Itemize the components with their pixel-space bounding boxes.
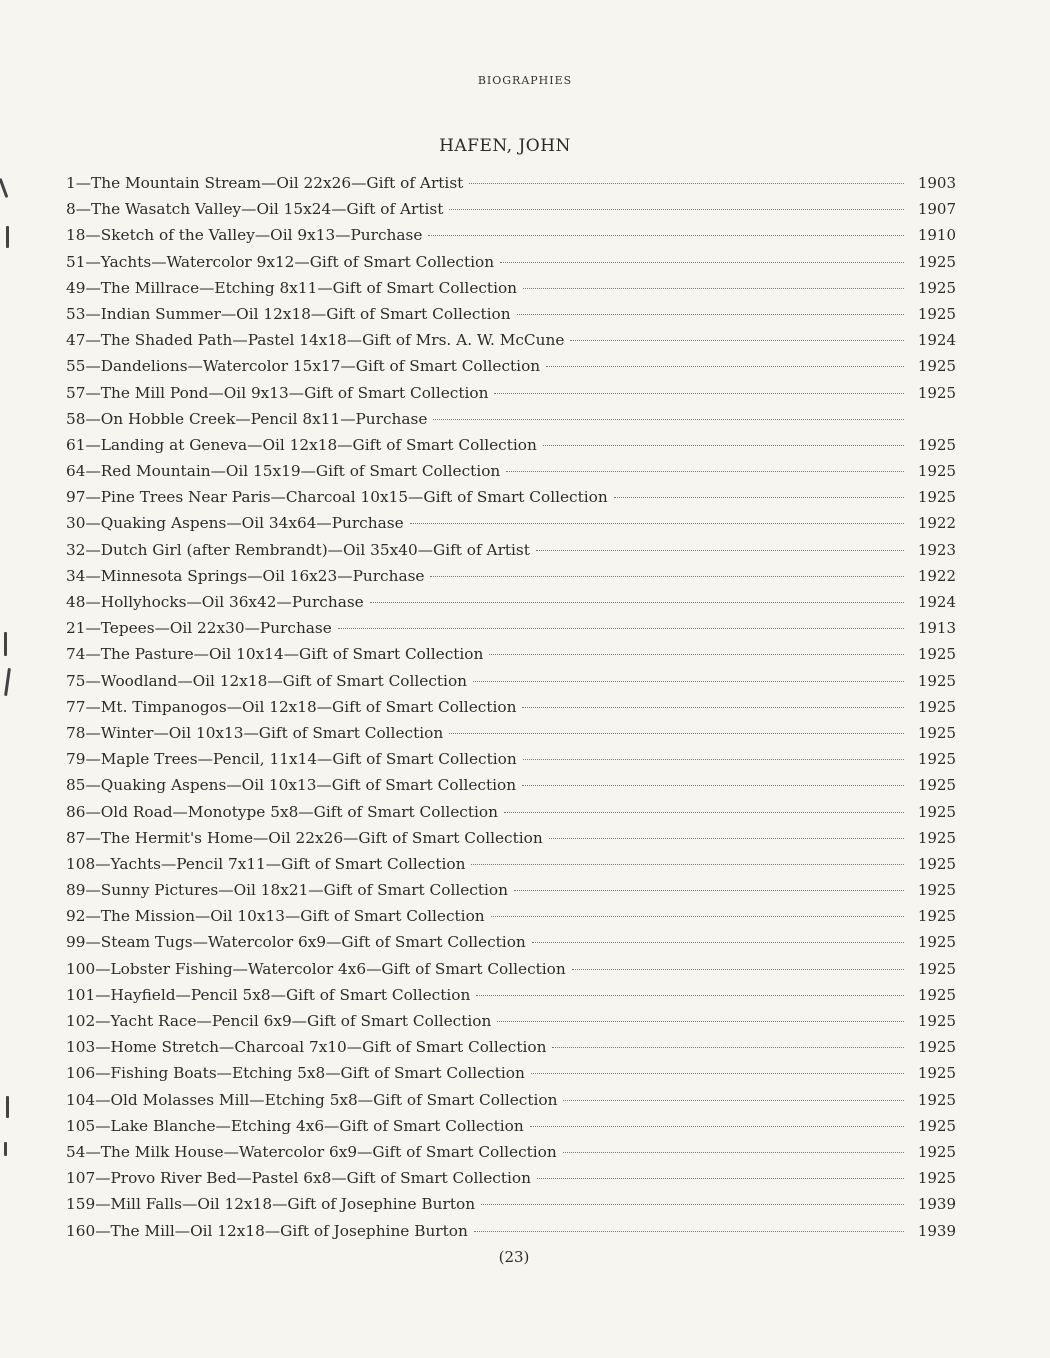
entry-year: 1925 xyxy=(917,645,956,664)
dot-leader xyxy=(523,759,904,760)
entry-year: 1903 xyxy=(917,174,956,192)
entry-description: 21—Tepees—Oil 22x30—Purchase xyxy=(66,619,332,638)
entry-description: 30—Quaking Aspens—Oil 34x64—Purchase xyxy=(66,514,404,533)
catalog-entry xyxy=(66,196,956,222)
entry-year: 1925 xyxy=(917,462,956,481)
catalog-entry xyxy=(66,615,956,641)
entry-description: 75—Woodland—Oil 12x18—Gift of Smart Collection xyxy=(66,671,468,690)
entry-year: 1907 xyxy=(917,200,956,219)
entry-description: 49—The Millrace—Etching 8x11—Gift of Smart Collection xyxy=(66,278,518,297)
catalog-entry xyxy=(66,825,956,851)
catalog-entry xyxy=(66,903,956,929)
entry-year: 1925 xyxy=(917,750,956,769)
entry-year: 1922 xyxy=(917,514,956,533)
entry-description: 87—The Hermit's Home—Oil 22x26—Gift of Smart Collection xyxy=(66,828,543,847)
dot-leader xyxy=(338,628,904,629)
entry-year: 1925 xyxy=(917,671,956,690)
entry-year: 1925 xyxy=(917,776,956,795)
entry-year: 1913 xyxy=(917,619,956,638)
entry-year: 1925 xyxy=(917,435,956,454)
entry-year: 1925 xyxy=(917,985,956,1004)
dot-leader xyxy=(572,969,904,970)
entry-description: 100—Lobster Fishing—Watercolor 4x6—Gift of Smart Collection xyxy=(66,959,566,978)
dot-leader xyxy=(430,576,903,577)
dot-leader xyxy=(410,523,904,524)
dot-leader xyxy=(469,183,903,184)
entry-description: 108—Yachts—Pencil 7x11—Gift of Smart Collection xyxy=(66,854,466,873)
catalog-entry xyxy=(66,510,956,536)
dot-leader xyxy=(491,916,904,917)
binding-mark xyxy=(4,1142,7,1156)
entry-year: 1925 xyxy=(917,1012,956,1030)
entry-year: 1925 xyxy=(917,1142,956,1161)
catalog-entry xyxy=(66,222,956,248)
dot-leader xyxy=(537,1178,904,1179)
dot-leader xyxy=(497,1021,903,1022)
dot-leader xyxy=(473,681,904,682)
catalog-entry xyxy=(66,851,956,877)
catalog-entry xyxy=(66,170,956,196)
catalog-entry xyxy=(66,249,956,275)
dot-leader xyxy=(449,209,903,210)
dot-leader xyxy=(481,1204,904,1205)
entry-year: 1925 xyxy=(917,278,956,297)
dot-leader xyxy=(476,995,904,996)
entry-year: 1925 xyxy=(917,383,956,402)
dot-leader xyxy=(500,262,904,263)
entry-description: 64—Red Mountain—Oil 15x19—Gift of Smart Collection xyxy=(66,462,501,481)
catalog-entry xyxy=(66,956,956,982)
entry-year: 1923 xyxy=(917,540,956,559)
dot-leader xyxy=(531,1073,904,1074)
catalog-entry xyxy=(66,301,956,327)
entry-description: 53—Indian Summer—Oil 12x18—Gift of Smart Collection xyxy=(66,304,511,323)
artist-heading: HAFEN, JOHN xyxy=(439,136,571,156)
catalog-entry xyxy=(66,563,956,589)
binding-mark xyxy=(6,226,9,248)
entry-description: 160—The Mill—Oil 12x18—Gift of Josephine Burton xyxy=(66,1221,468,1240)
dot-leader xyxy=(449,733,904,734)
catalog-entry xyxy=(66,982,956,1008)
page-number: (23) xyxy=(498,1248,530,1266)
dot-leader xyxy=(471,864,903,865)
entry-description: 85—Quaking Aspens—Oil 10x13—Gift of Smart Collection xyxy=(66,776,517,795)
dot-leader xyxy=(530,1126,904,1127)
catalog-entry xyxy=(66,1034,956,1060)
entry-description: 86—Old Road—Monotype 5x8—Gift of Smart Collection xyxy=(66,802,498,821)
catalog-entry xyxy=(66,353,956,379)
catalog-entry xyxy=(66,1113,956,1139)
dot-leader xyxy=(474,1231,904,1232)
dot-leader xyxy=(546,366,904,367)
entry-description: 47—The Shaded Path—Pastel 14x18—Gift of Mrs. A. W. McCune xyxy=(66,331,565,350)
dot-leader xyxy=(522,707,903,708)
entry-year: 1922 xyxy=(917,566,956,585)
entry-description: 34—Minnesota Springs—Oil 16x23—Purchase xyxy=(66,566,425,585)
entry-description: 99—Steam Tugs—Watercolor 6x9—Gift of Smart Collection xyxy=(66,933,526,952)
entry-year: 1939 xyxy=(917,1221,956,1240)
catalog-entry xyxy=(66,380,956,406)
dot-leader xyxy=(494,393,903,394)
entry-year: 1925 xyxy=(917,854,956,873)
dot-leader xyxy=(433,419,904,420)
catalog-entry xyxy=(66,1218,956,1244)
entry-year: 1925 xyxy=(917,802,956,821)
entry-year: 1925 xyxy=(917,1038,956,1057)
binding-mark xyxy=(6,1096,9,1118)
dot-leader xyxy=(504,812,904,813)
dot-leader xyxy=(517,314,904,315)
dot-leader xyxy=(543,445,904,446)
entry-year: 1925 xyxy=(917,933,956,952)
catalog-entry xyxy=(66,537,956,563)
dot-leader xyxy=(428,235,903,236)
entry-description: 79—Maple Trees—Pencil, 11x14—Gift of Smart Collection xyxy=(66,750,517,769)
entry-year: 1925 xyxy=(917,1064,956,1083)
dot-leader xyxy=(522,785,904,786)
catalog-entry xyxy=(66,772,956,798)
catalog-entry xyxy=(66,589,956,615)
dot-leader xyxy=(570,340,903,341)
entry-description: 48—Hollyhocks—Oil 36x42—Purchase xyxy=(66,593,364,611)
catalog-entry xyxy=(66,1191,956,1217)
entry-year: 1925 xyxy=(917,828,956,847)
catalog-entry xyxy=(66,720,956,746)
entry-description: 92—The Mission—Oil 10x13—Gift of Smart Collection xyxy=(66,907,485,926)
catalog-entry xyxy=(66,432,956,458)
entry-description: 32—Dutch Girl (after Rembrandt)—Oil 35x40—Gift of Artist xyxy=(66,540,530,559)
catalog-entry xyxy=(66,484,956,510)
entry-description: 58—On Hobble Creek—Pencil 8x11—Purchase xyxy=(66,409,428,428)
catalog-entry xyxy=(66,641,956,667)
entry-description: 105—Lake Blanche—Etching 4x6—Gift of Smart Collection xyxy=(66,1116,524,1135)
entry-year: 1910 xyxy=(917,226,956,245)
entry-year: 1925 xyxy=(917,959,956,978)
entry-year: 1925 xyxy=(917,1090,956,1109)
entry-year: 1925 xyxy=(917,252,956,271)
binding-mark xyxy=(4,632,7,656)
entry-description: 101—Hayfield—Pencil 5x8—Gift of Smart Collection xyxy=(66,985,471,1004)
catalog-entry xyxy=(66,799,956,825)
catalog-entry xyxy=(66,327,956,353)
entry-description: 78—Winter—Oil 10x13—Gift of Smart Collection xyxy=(66,723,444,742)
dot-leader xyxy=(614,497,904,498)
entry-year: 1925 xyxy=(917,881,956,900)
entry-description: 18—Sketch of the Valley—Oil 9x13—Purchase xyxy=(66,226,423,245)
entry-description: 51—Yachts—Watercolor 9x12—Gift of Smart Collection xyxy=(66,252,495,271)
catalog-entry xyxy=(66,668,956,694)
catalog-entry xyxy=(66,406,956,432)
catalog-entry xyxy=(66,275,956,301)
dot-leader xyxy=(536,550,904,551)
binding-mark xyxy=(4,668,11,696)
entry-year: 1925 xyxy=(917,488,956,507)
entry-year: 1925 xyxy=(917,697,956,716)
entry-description: 106—Fishing Boats—Etching 5x8—Gift of Smart Collection xyxy=(66,1064,525,1083)
entry-description: 74—The Pasture—Oil 10x14—Gift of Smart Collection xyxy=(66,645,484,664)
entry-year: 1925 xyxy=(917,304,956,323)
entry-description: 159—Mill Falls—Oil 12x18—Gift of Josephine Burton xyxy=(66,1195,476,1214)
entry-description: 54—The Milk House—Watercolor 6x9—Gift of Smart Collection xyxy=(66,1142,557,1161)
entry-year: 1925 xyxy=(917,1116,956,1135)
dot-leader xyxy=(489,654,903,655)
entry-description: 102—Yacht Race—Pencil 6x9—Gift of Smart Collection xyxy=(66,1012,492,1030)
entry-description: 89—Sunny Pictures—Oil 18x21—Gift of Smart Collection xyxy=(66,881,508,900)
artwork-list xyxy=(66,170,956,1244)
entry-description: 104—Old Molasses Mill—Etching 5x8—Gift of Smart Collection xyxy=(66,1090,558,1109)
dot-leader xyxy=(532,942,904,943)
entry-description: 55—Dandelions—Watercolor 15x17—Gift of Smart Collection xyxy=(66,357,541,376)
dot-leader xyxy=(563,1100,903,1101)
entry-year: 1925 xyxy=(917,357,956,376)
running-head: BIOGRAPHIES xyxy=(477,74,573,87)
dot-leader xyxy=(370,602,904,603)
entry-description: 103—Home Stretch—Charcoal 7x10—Gift of Smart Collection xyxy=(66,1038,547,1057)
binding-mark xyxy=(0,178,8,198)
entry-year: 1925 xyxy=(917,723,956,742)
dot-leader xyxy=(552,1047,903,1048)
dot-leader xyxy=(563,1152,904,1153)
entry-year: 1924 xyxy=(917,331,956,350)
catalog-entry xyxy=(66,1008,956,1034)
catalog-entry xyxy=(66,458,956,484)
entry-description: 107—Provo River Bed—Pastel 6x8—Gift of Smart Collection xyxy=(66,1169,531,1188)
dot-leader xyxy=(523,288,904,289)
catalog-entry xyxy=(66,1165,956,1191)
dot-leader xyxy=(514,890,904,891)
dot-leader xyxy=(506,471,904,472)
entry-year: 1925 xyxy=(917,907,956,926)
catalog-entry xyxy=(66,1087,956,1113)
catalog-entry xyxy=(66,1139,956,1165)
entry-year: 1925 xyxy=(917,1169,956,1188)
catalog-entry xyxy=(66,746,956,772)
entry-description: 57—The Mill Pond—Oil 9x13—Gift of Smart Collection xyxy=(66,383,489,402)
catalog-entry xyxy=(66,1060,956,1086)
entry-description: 1—The Mountain Stream—Oil 22x26—Gift of Artist xyxy=(66,174,464,192)
entry-description: 61—Landing at Geneva—Oil 12x18—Gift of Smart Collection xyxy=(66,435,537,454)
catalog-entry xyxy=(66,929,956,955)
entry-year: 1924 xyxy=(917,593,956,611)
entry-description: 8—The Wasatch Valley—Oil 15x24—Gift of Artist xyxy=(66,200,444,219)
entry-description: 97—Pine Trees Near Paris—Charcoal 10x15—Gift of Smart Collection xyxy=(66,488,608,507)
entry-description: 77—Mt. Timpanogos—Oil 12x18—Gift of Smart Collection xyxy=(66,697,517,716)
catalog-entry xyxy=(66,694,956,720)
catalog-entry xyxy=(66,877,956,903)
dot-leader xyxy=(549,838,904,839)
entry-year: 1939 xyxy=(917,1195,956,1214)
